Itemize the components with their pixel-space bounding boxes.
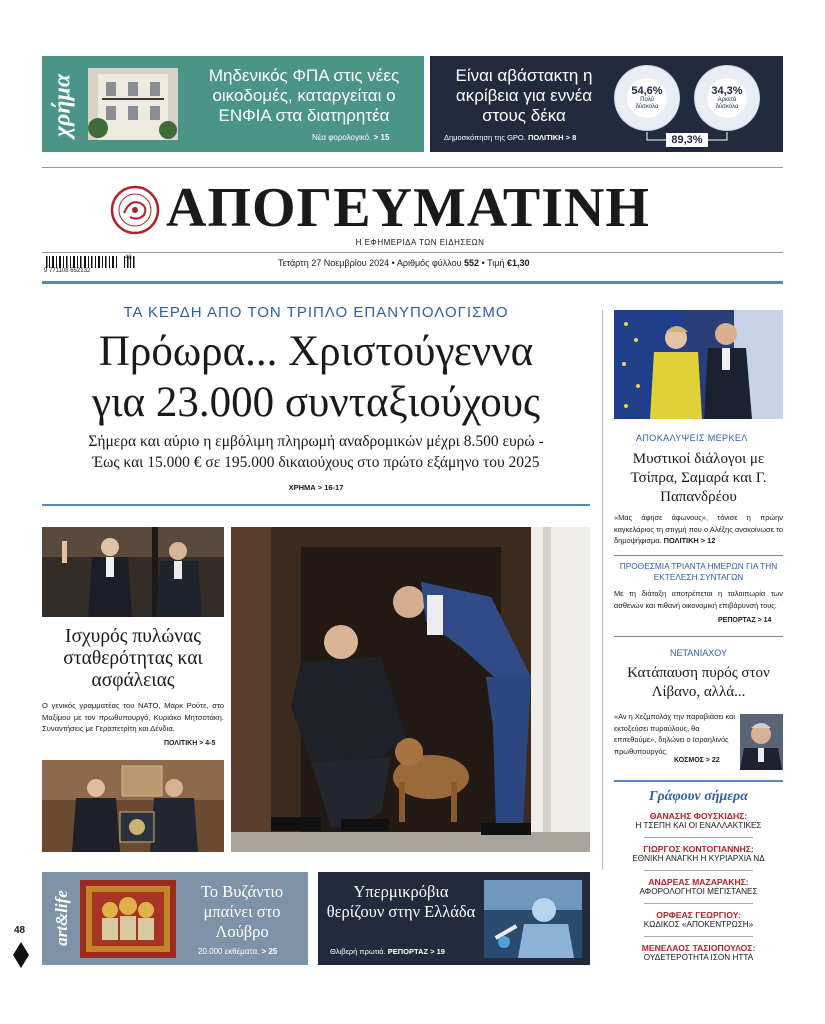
- donut2-label: Αρκετά δύσκολα: [715, 97, 739, 110]
- netanyahu-photo: [740, 714, 783, 770]
- lead-headline-line2[interactable]: για 23.000 συνταξιούχους: [91, 379, 541, 426]
- superbugs-headline[interactable]: Υπερμικρόβια θερίζουν στην Ελλάδα: [326, 882, 476, 921]
- writers-title: Γράφουν σήμερα: [649, 789, 748, 804]
- merkel-photo: [614, 310, 783, 419]
- lead-subhead-line1: Σήμερα και αύριο η εμβόλιμη πληρωμή αναδρομικών μέχρι 8.500 ευρώ -: [88, 433, 544, 450]
- donut1-label: Πολύ δύσκολα: [635, 97, 659, 110]
- merkel-body: [614, 512, 783, 547]
- netanyahu-ref[interactable]: ΚΟΣΜΟΣ > 22: [674, 757, 720, 764]
- merkel-headline[interactable]: Μυστικοί διάλογοι με Τσίπρα, Σαμαρά και Γ. Παπανδρέου: [630, 451, 767, 505]
- main-photo: [231, 527, 590, 852]
- price-label: • Τιμή: [481, 258, 505, 268]
- masthead-title[interactable]: ΑΠΟΓΕΥΜΑΤΙΝΗ: [166, 177, 650, 239]
- prescriptions-rule: [614, 636, 783, 637]
- writer-item[interactable]: [614, 943, 783, 962]
- poll-total: 89,3%: [671, 134, 703, 146]
- merkel-rule: [614, 555, 783, 556]
- writer-topic: ΕΘΝΙΚΗ ΑΝΑΓΚΗ Η ΚΥΡΙΑΡΧΙΑ ΝΔ: [632, 854, 765, 863]
- prescriptions-body: Με τη διάταξη αποτρέπεται η ταλαιπωρία των ασθενών και πιθανή οικονομική επιβάρυνσή τους.: [614, 589, 783, 610]
- merkel-photo-image: [614, 310, 783, 419]
- writer-name: ΜΕΝΕΛΑΟΣ ΤΑΣΙΟΠΟΥΛΟΣ:: [641, 943, 756, 953]
- art-life-headline[interactable]: Το Βυζάντιο μπαίνει στο Λούβρο: [200, 882, 284, 941]
- byzantine-icon-photo: [80, 880, 176, 958]
- page-marker-icon: [13, 942, 29, 968]
- writer-item[interactable]: [614, 844, 783, 863]
- art-life-section-label: art&life: [52, 890, 71, 946]
- dateline: [278, 258, 529, 268]
- lab-image: [484, 880, 582, 958]
- writers-top-rule: [614, 780, 783, 782]
- donut2-value: 34,3%: [711, 85, 743, 97]
- lead-kicker[interactable]: ΤΑ ΚΕΡΔΗ ΑΠΟ ΤΟΝ ΤΡΙΠΛΟ ΕΠΑΝΥΠΟΛΟΓΙΣΜΟ: [123, 304, 509, 321]
- writer-name: ΟΡΦΕΑΣ ΓΕΩΡΓΙΟΥ:: [656, 910, 741, 920]
- writer-item[interactable]: [614, 910, 783, 929]
- netanyahu-photo-image: [740, 714, 783, 770]
- chrima-section-label: χρήμα: [49, 73, 76, 138]
- poll-banner[interactable]: [430, 56, 783, 152]
- writer-topic: ΟΥΔΕΤΕΡΟΤΗΤΑ ΙΣΟΝ ΗΤΤΑ: [643, 953, 754, 962]
- barcode-number: 9 771108 652132: [44, 268, 91, 274]
- netanyahu-body: «Αν η Χεζμπολάχ την παραβιάσει και εκτοξεύσει πυραύλους, θα επιτεθούμε», δηλώνει ο Ισραηλινός πρωθυπουργός.: [614, 712, 736, 756]
- masthead-bottom-rule: [42, 281, 783, 284]
- writer-item[interactable]: [614, 877, 783, 896]
- merkel-kicker[interactable]: ΑΠΟΚΑΛΥΨΕΙΣ ΜΕΡΚΕΛ: [636, 433, 748, 443]
- lead-ref[interactable]: ΧΡΗΜΑ > 16-17: [288, 483, 344, 492]
- nato-photo-wave-image: [42, 527, 224, 617]
- poll-ref-page: > 8: [565, 133, 577, 142]
- building-image: [88, 68, 178, 140]
- poll-headline[interactable]: Είναι αβάστακτη η ακρίβεια για εννέα στους δέκα: [455, 66, 593, 125]
- art-life-ref-page: > 25: [261, 947, 278, 956]
- lead-bottom-rule: [42, 504, 590, 506]
- netanyahu-headline[interactable]: Κατάπαυση πυρός στον Λίβανο, αλλά...: [627, 665, 770, 700]
- nato-photo-gift-image: [42, 760, 224, 852]
- writer-name: ΓΙΩΡΓΟΣ ΚΟΝΤΟΓΙΑΝΝΗΣ:: [643, 844, 754, 854]
- merkel-body-text: «Μας άφησε άφωνους», τόνισε η πρώην καγκελάριος τη στιγμή που ο Αλέξης ανακοίνωσε το δημοψήφισμα.: [614, 513, 783, 545]
- art-life-ref[interactable]: [198, 947, 277, 956]
- chrima-ref-page: > 15: [373, 133, 390, 142]
- nato-photo-wave: [42, 527, 224, 617]
- page-number: 48: [14, 925, 26, 936]
- writer-name: ΘΑΝΑΣΗΣ ΦΟΥΣΚΙΔΗΣ:: [649, 811, 748, 821]
- issue-number: 552: [464, 258, 480, 268]
- writer-name: ΑΝΔΡΕΑΣ ΜΑΖΑΡΑΚΗΣ:: [648, 877, 749, 887]
- masthead-mid-rule: [42, 252, 783, 253]
- writer-topic: ΚΩΔΙΚΟΣ «ΑΠΟΚΕΝΤΡΩΣΗ»: [643, 920, 754, 929]
- prescriptions-kicker[interactable]: ΠΡΟΘΕΣΜΙΑ ΤΡΙΑΝΤΑ ΗΜΕΡΩΝ ΓΙΑ ΤΗΝ ΕΚΤΕΛΕΣΗ ΣΥΝΤΑΓΩΝ: [619, 561, 778, 582]
- masthead-top-rule: [42, 167, 783, 168]
- writer-divider: [644, 837, 753, 838]
- barcode-issue: 48: [125, 255, 132, 261]
- lead-headline-line1[interactable]: Πρόωρα... Χριστούγεννα: [98, 328, 534, 375]
- netanyahu-kicker[interactable]: ΝΕΤΑΝΙΑΧΟΥ: [669, 648, 728, 658]
- superbugs-banner[interactable]: [318, 872, 590, 965]
- nato-body: Ο γενικός γραμματέας του ΝΑΤΟ, Μαρκ Ρούτε, στο Μαξίμου με τον πρωθυπουργό, Κυριάκο Μητσοτάκη. Συναντήσεις με Γεραπετρίτη και Δένδια.: [42, 701, 224, 733]
- main-photo-image: [231, 527, 590, 852]
- price: €1,30: [506, 258, 530, 268]
- masthead-tagline: Η ΕΦΗΜΕΡΙΔΑ ΤΩΝ ΕΙΔΗΣΕΩΝ: [355, 238, 485, 247]
- poll-ref-text: Δημοσκόπηση της GPO.: [444, 133, 526, 142]
- building-photo: [88, 68, 178, 140]
- chrima-banner[interactable]: [42, 56, 424, 152]
- writer-divider: [644, 936, 753, 937]
- donut1-value: 54,6%: [631, 85, 663, 97]
- superbugs-ref-text: Θλιβερή πρωτιά.: [330, 947, 386, 956]
- column-separator: [602, 310, 603, 870]
- superbugs-ref-page: ΡΕΠΟΡΤΑΖ > 19: [387, 947, 445, 956]
- superbugs-ref[interactable]: [330, 947, 445, 956]
- writer-item[interactable]: [614, 811, 783, 830]
- lead-subhead-line2: Έως και 15.000 € σε 195.000 δικαιούχους στο πρώτο εξάμηνο του 2025: [92, 454, 540, 471]
- writer-topic: Η ΤΣΕΠΗ ΚΑΙ ΟΙ ΕΝΑΛΛΑΚΤΙΚΕΣ: [635, 821, 762, 830]
- chrima-ref[interactable]: [312, 133, 389, 142]
- poll-ref-section: ΠΟΛΙΤΙΚΗ: [527, 133, 564, 142]
- poll-ref[interactable]: [444, 133, 576, 142]
- lab-photo: [484, 880, 582, 958]
- chrima-headline[interactable]: Μηδενικός ΦΠΑ στις νέες οικοδομές, καταργείται ο ΕΝΦΙΑ στα διατηρητέα: [208, 66, 400, 125]
- prescriptions-ref[interactable]: ΡΕΠΟΡΤΑΖ > 14: [718, 617, 772, 624]
- nato-ref[interactable]: ΠΟΛΙΤΙΚΗ > 4-5: [164, 740, 216, 747]
- writer-divider: [644, 870, 753, 871]
- art-life-banner[interactable]: [42, 872, 308, 965]
- dateline-prefix: Τετάρτη 27 Νοεμβρίου 2024 • Αριθμός φύλλου: [278, 258, 462, 268]
- merkel-ref[interactable]: ΠΟΛΙΤΙΚΗ > 12: [663, 536, 716, 545]
- chrima-ref-text: Νέα φορολογικό.: [312, 133, 372, 142]
- writer-divider: [644, 903, 753, 904]
- nato-photo-gift: [42, 760, 224, 852]
- nato-headline[interactable]: Ισχυρός πυλώνας σταθερότητας και ασφάλειας: [63, 626, 203, 691]
- masthead-logo-icon: [110, 185, 160, 235]
- byzantine-icon-image: [80, 880, 176, 958]
- art-life-ref-text: 20.000 εκθέματα.: [198, 947, 260, 956]
- writer-topic: ΑΦΟΡΟΛΟΓΗΤΟΙ ΜΕΓΙΣΤΑΝΕΣ: [639, 887, 758, 896]
